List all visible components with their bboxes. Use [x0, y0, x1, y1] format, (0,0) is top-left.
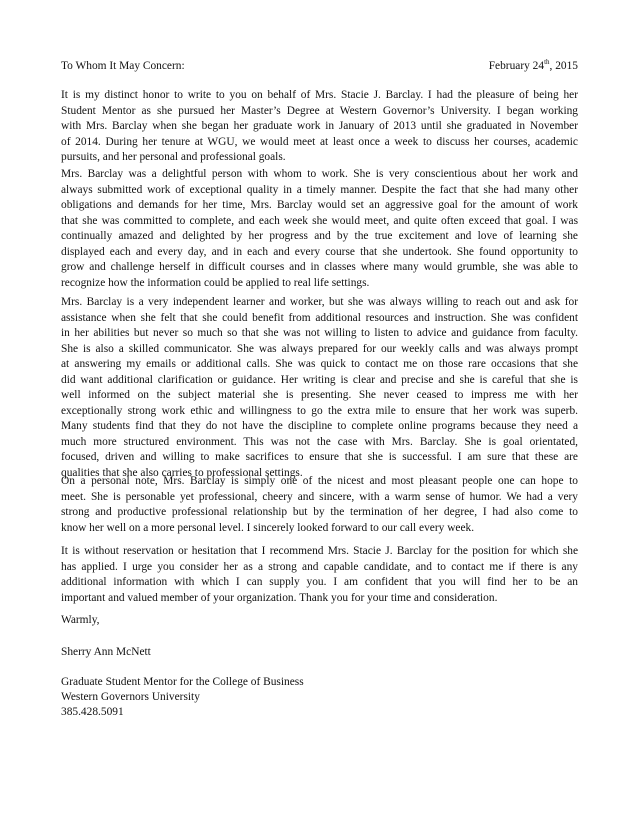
paragraph-line: at answering my emails or additional calls. She was quick to contact me on those rare occasions that she: [61, 358, 578, 370]
paragraph-line: strong and productive professional relationship but by the termination of her degree, I had also come to: [61, 506, 578, 518]
paragraph-line: did want additional clarification or guidance. Her writing is clear and precise and she is careful that she is: [61, 373, 578, 386]
paragraph-line: know her well on a more personal level. I sincerely looked forward to our call every week.: [61, 521, 475, 534]
date-year: , 2015: [549, 60, 578, 72]
paragraph-line: continually amazed and delighted by her progress and by the true excitement and love of learning she: [61, 230, 578, 242]
letter-header: [61, 59, 578, 75]
signer-title: Graduate Student Mentor for the College of Business: [61, 676, 304, 688]
paragraph-line: It is my distinct honor to write to you on behalf of Mrs. Stacie J. Barclay. I had the pleasure of being her: [61, 89, 578, 101]
paragraph-line: grow and challenge herself in difficult courses and in classes where many would grumble, she was able to: [61, 261, 578, 273]
letter-date: [489, 59, 578, 75]
paragraph-line: additional information with which I can supply you. I am confident that you will find her to be an: [61, 576, 578, 588]
paragraph-line: that she was committed to complete, and each week she would meet, and quite often exceed that goal. I was: [61, 214, 578, 227]
paragraph-3: [61, 295, 578, 481]
paragraph-line: Mrs. Barclay is a very independent learner and worker, but she was always willing to reach out and ask for: [61, 296, 578, 308]
paragraph-line: meet. She is personable yet professional, cheery and sincere, with a warm sense of humor. We had a very: [61, 490, 578, 503]
paragraph-line: of 2014. During her tenure at WGU, we would meet at least once a week to discuss her courses, academic: [61, 135, 578, 148]
date-prefix: February 24: [488, 60, 545, 72]
signer-name: Sherry Ann McNett: [61, 646, 151, 658]
paragraph-line: well informed on the subject material she is presenting. She never ceased to impress me with her: [61, 389, 578, 401]
paragraph-line: recognize how the information could be applied to real life settings.: [61, 276, 370, 289]
paragraph-5: [61, 544, 578, 606]
paragraph-line: pursuits, and her personal and professional goals.: [61, 151, 286, 163]
paragraph-line: Mrs. Barclay was a delightful person with whom to work. She is very conscientious about her work and: [61, 168, 578, 180]
paragraph-line: in her abilities but never so much so that she was not willing to listen to advice and guidance from faculty.: [61, 327, 578, 339]
salutation: To Whom It May Concern:: [61, 60, 185, 72]
paragraph-line: Student Mentor as she pursued her Master’s Degree at Western Governor’s University. I began working: [61, 104, 578, 117]
paragraph-line: qualities that she also carries to professional settings.: [61, 466, 303, 479]
signer-phone: 385.428.5091: [61, 706, 124, 718]
paragraph-line: exceptionally strong work ethic and willingness to go the extra mile to ensure that her work was superb.: [61, 404, 578, 417]
date-ordinal-suffix: th: [544, 58, 550, 67]
paragraph-line: Many students find that they do not have the discipline to complete online programs because they need a: [61, 420, 578, 432]
paragraph-line: has applied. I urge you consider her as a strong and capable candidate, and to contact me if there is any: [61, 560, 578, 573]
paragraph-line: focused, driven and willing to make sacrifices to ensure that she is successful. I am sure that these are: [61, 451, 578, 463]
paragraph-line: displayed each and every day, and in each and every course that she undertook. She found opportunity to: [61, 245, 578, 258]
signer-organization: Western Governors University: [61, 691, 200, 703]
paragraph-line: with Mrs. Barclay when she began her graduate work in January of 2013 until she graduated in November: [61, 120, 578, 132]
paragraph-2: [61, 167, 578, 291]
paragraph-line: always submitted work of exceptional quality in a timely manner. Despite the fact that she had many other: [61, 183, 578, 196]
paragraph-line: much more structured environment. This was not the case with Mrs. Barclay. She is goal orientated,: [61, 435, 578, 448]
paragraph-line: It is without reservation or hesitation that I recommend Mrs. Stacie J. Barclay for the position for which she: [61, 545, 578, 557]
paragraph-4: [61, 474, 578, 536]
paragraph-1: [61, 88, 578, 166]
paragraph-line: She is also a skilled communicator. She was always prepared for our weekly calls and was always prompt: [61, 342, 578, 355]
paragraph-line: assistance when she felt that she could benefit from additional resources and instruction. She was confident: [61, 311, 578, 324]
paragraph-line: obligations and demands for her time, Mrs. Barclay would set an aggressive goal for the amount of work: [61, 199, 578, 211]
paragraph-line: important and valued member of your organization. Thank you for your time and consideration.: [61, 591, 498, 604]
paragraph-line: On a personal note, Mrs. Barclay is simply one of the nicest and most pleasant people one can hope to: [61, 475, 578, 487]
closing: Warmly,: [61, 614, 100, 626]
